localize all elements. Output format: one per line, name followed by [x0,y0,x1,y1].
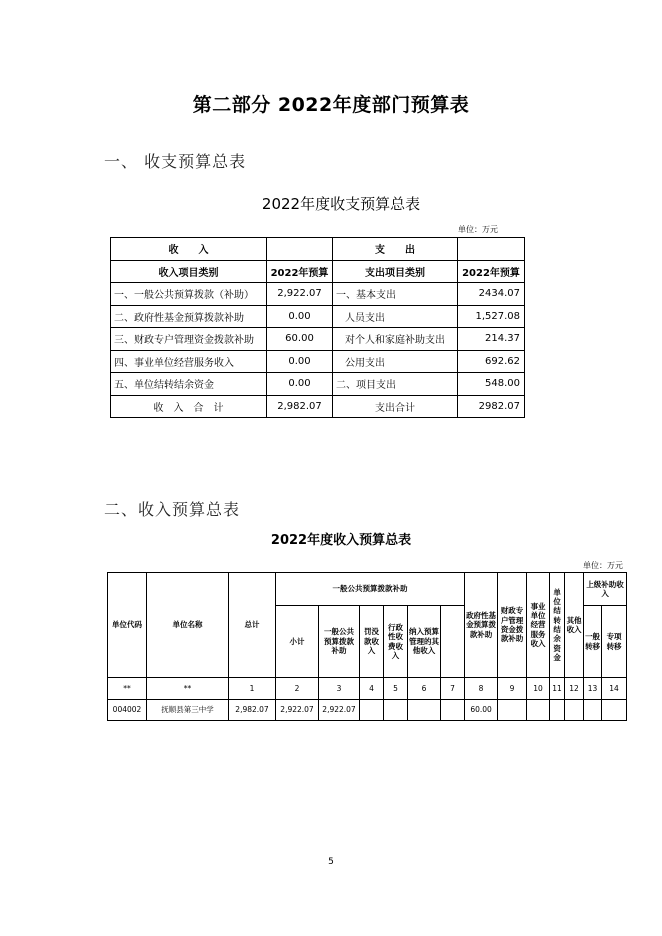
gen-budget-header: 一般公共预算拨款补助 [319,606,360,678]
fund-header: 罚没款收入 [360,606,384,678]
superior-subsidy-header: 上级补助收入 [584,573,627,606]
special-income-header: 纳入预算管理的其他收入 [408,606,441,678]
unit-label-1: 单位：万元 [458,225,498,234]
income-category-header: 收入项目类别 [111,260,267,283]
table-row: 004002 抚顺县第三中学 2,982.07 2,922.07 2,922.07 60.00 [108,700,627,721]
gov-fund-header: 政府性基金预算拨款补助 [465,573,498,678]
sup-special-header: 专项转移 [602,606,627,678]
fin-special-header: 财政专户管理资金拨款补助 [498,573,527,678]
unit-code-header: 单位代码 [108,573,147,678]
section2-heading: 二、收入预算总表 [104,500,241,519]
table-row: 一、一般公共预算拨款（补助） 2,922.07 一、基本支出 2434.07 [111,283,525,306]
budget-summary-table [110,237,525,418]
general-budget-header: 一般公共预算拨款补助 [276,573,465,606]
other-income-header: 其他收入 [565,573,584,678]
income-budget-table [107,572,627,721]
column-number-row: ** ** 1 2 3 4 5 6 7 8 9 10 11 12 13 14 [108,678,627,700]
table-row: 二、政府性基金预算拨款补助 0.00 人员支出 1,527.08 [111,305,525,328]
total-header: 总计 [229,573,276,678]
page-title: 第二部分 2022年度部门预算表 [192,94,470,116]
total-row: 收 入 合 计 2,982.07 支出合计 2982.07 [111,395,525,418]
table-row: 四、事业单位经营服务收入 0.00 公用支出 692.62 [111,350,525,373]
income-amount-header: 2022年预算 [267,260,333,283]
business-header: 事业单位经营服务收入 [527,573,550,678]
income-header: 收 入 [111,238,267,261]
budget-summary-title: 2022年度收支预算总表 [261,195,421,213]
subtotal-header: 小计 [276,606,319,678]
table-row: 五、单位结转结余资金 0.00 二、项目支出 548.00 [111,373,525,396]
table-row: 三、财政专户管理资金拨款补助 60.00 对个人和家庭补助支出 214.37 [111,328,525,351]
income-budget-title: 2022年度收入预算总表 [270,533,412,548]
expense-amount-header: 2022年预算 [458,260,525,283]
unit-name-header: 单位名称 [147,573,229,678]
carryover-header: 单位结转结余资金 [550,573,565,678]
expense-header: 支 出 [333,238,458,261]
expense-category-header: 支出项目类别 [333,260,458,283]
admin-fee-header: 行政性收费收入 [384,606,408,678]
sup-general-header: 一般转移 [584,606,602,678]
section1-heading: 一、 收支预算总表 [104,152,247,171]
unit-label-2: 单位：万元 [583,561,623,570]
page-number: 5 [328,857,334,867]
